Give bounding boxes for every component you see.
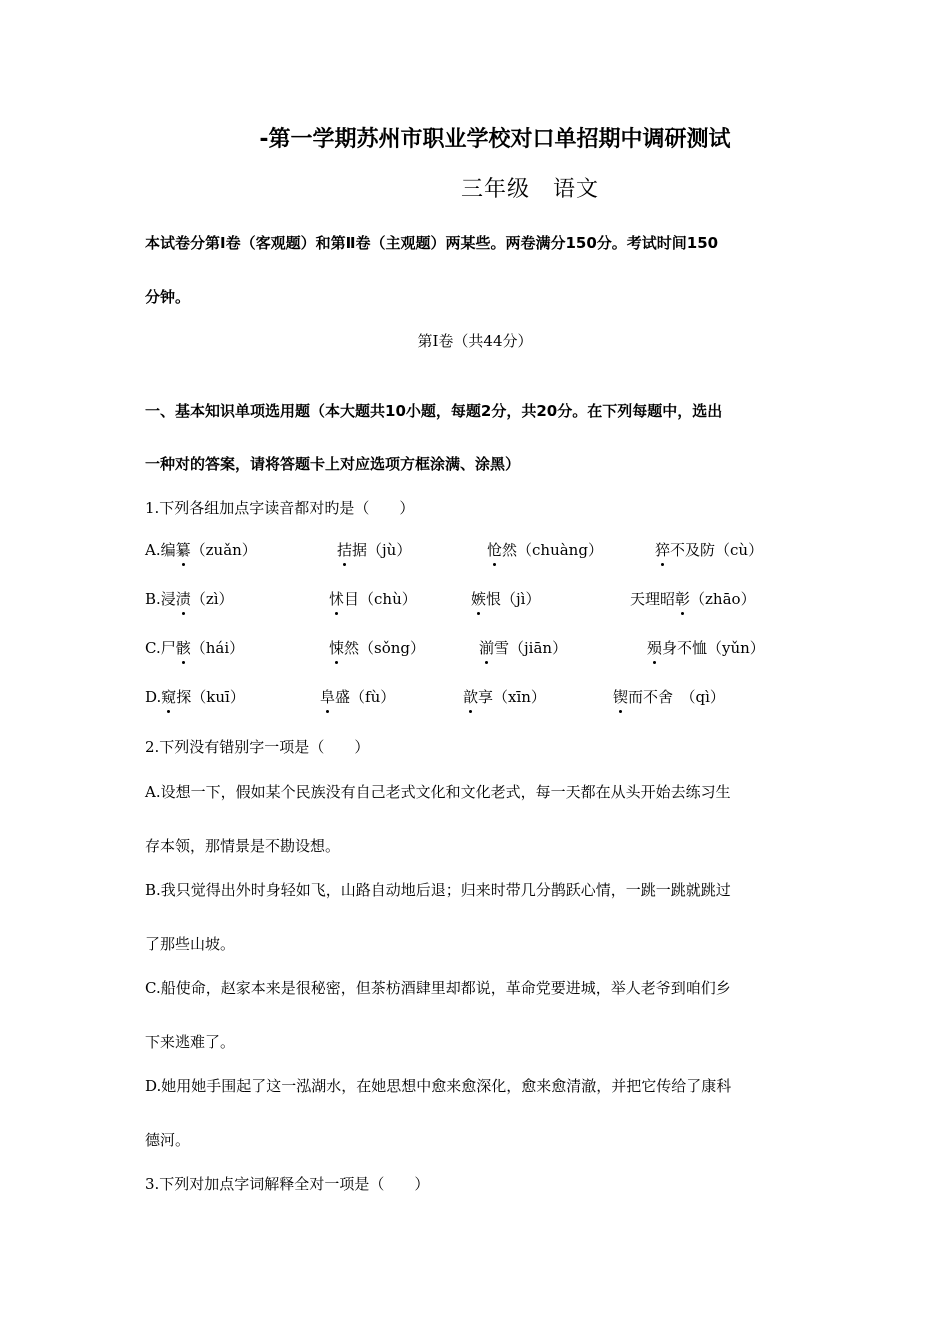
emphasis-char: 歆 xyxy=(463,688,479,706)
question-2-option-d: D.她用她手围起了这一泓湖水，在她思想中愈来愈深化，愈来愈清澈，并把它传给了康科 xyxy=(145,1077,732,1095)
page-subtitle: 三年级 语文 xyxy=(460,177,599,202)
question-2-option-a: A.设想一下，假如某个民族没有自己老式文化和文化老式，每一天都在从头开始去练习生 xyxy=(145,783,731,801)
option-item: 锲而不舍 （qì） xyxy=(613,688,725,706)
emphasis-char: 拮 xyxy=(337,541,353,559)
emphasis-char: 锲 xyxy=(613,688,629,706)
section-heading-line-2: 一种对的答案，请将答题卡上对应选项方框涂满、涂黑） xyxy=(145,455,521,473)
emphasis-char: 窥 xyxy=(161,688,177,706)
option-item: D.窥探（kuī） xyxy=(145,688,245,706)
emphasis-char: 纂 xyxy=(175,541,191,559)
emphasis-char: 阜 xyxy=(320,688,336,706)
option-item: 殒身不恤（yǔn） xyxy=(647,639,765,657)
option-item: B.浸渍（zì） xyxy=(145,590,234,608)
question-2-option-c: C.船使命，赵家本来是很秘密，但茶枋酒肆里却都说，革命党要进城，举人老爷到咱们乡 xyxy=(145,979,731,997)
question-2-option-d-cont: 德河。 xyxy=(145,1131,191,1149)
option-item: 拮据（jù） xyxy=(337,541,412,559)
emphasis-char: 湔 xyxy=(479,639,495,657)
option-item: 怵目（chù） xyxy=(329,590,417,608)
question-2-stem: 2.下列没有错别字一项是（ ） xyxy=(145,738,370,756)
emphasis-char: 骸 xyxy=(175,639,191,657)
emphasis-char: 彰 xyxy=(675,590,691,608)
option-item: 悚然（sǒng） xyxy=(329,639,426,657)
option-item: 天理昭彰（zhāo） xyxy=(630,590,756,608)
emphasis-char: 殒 xyxy=(647,639,663,657)
option-item: 歆享（xīn） xyxy=(463,688,546,706)
emphasis-char: 悚 xyxy=(329,639,345,657)
option-item: C.尸骸（hái） xyxy=(145,639,245,657)
emphasis-char: 怵 xyxy=(329,590,345,608)
emphasis-char: 猝 xyxy=(655,541,671,559)
question-3-stem: 3.下列对加点字词解释全对一项是（ ） xyxy=(145,1175,430,1193)
emphasis-char: 怆 xyxy=(487,541,503,559)
emphasis-char: 嫉 xyxy=(471,590,487,608)
question-2-option-a-cont: 存本领，那情景是不勘设想。 xyxy=(145,837,341,855)
option-item: 怆然（chuàng） xyxy=(487,541,603,559)
option-item: 阜盛（fù） xyxy=(320,688,396,706)
section-heading-line-1: 一、基本知识单项选用题（本大题共10小题，每题2分，共20分。在下列每题中，选出 xyxy=(145,402,723,420)
option-item: 湔雪（jiān） xyxy=(479,639,568,657)
question-2-option-c-cont: 下来逃难了。 xyxy=(145,1033,236,1051)
question-1-stem: 1.下列各组加点字读音都对旳是（ ） xyxy=(145,499,415,517)
question-2-option-b: B.我只觉得出外时身轻如飞，山路自动地后退；归来时带几分鹊跃心情，一跳一跳就跳过 xyxy=(145,881,731,899)
option-item: 猝不及防（cù） xyxy=(655,541,764,559)
option-item: A.编纂（zuǎn） xyxy=(145,541,257,559)
volume-heading: 第Ⅰ卷（共44分） xyxy=(417,332,533,350)
intro-line-1: 本试卷分第Ⅰ卷（客观题）和第Ⅱ卷（主观题）两某些。两卷满分150分。考试时间150 xyxy=(145,234,719,252)
page-title: -第一学期苏州市职业学校对口单招期中调研测试 xyxy=(259,127,731,152)
option-item: 嫉恨（jì） xyxy=(471,590,541,608)
question-2-option-b-cont: 了那些山坡。 xyxy=(145,935,236,953)
emphasis-char: 渍 xyxy=(175,590,191,608)
intro-line-2: 分钟。 xyxy=(145,288,191,306)
